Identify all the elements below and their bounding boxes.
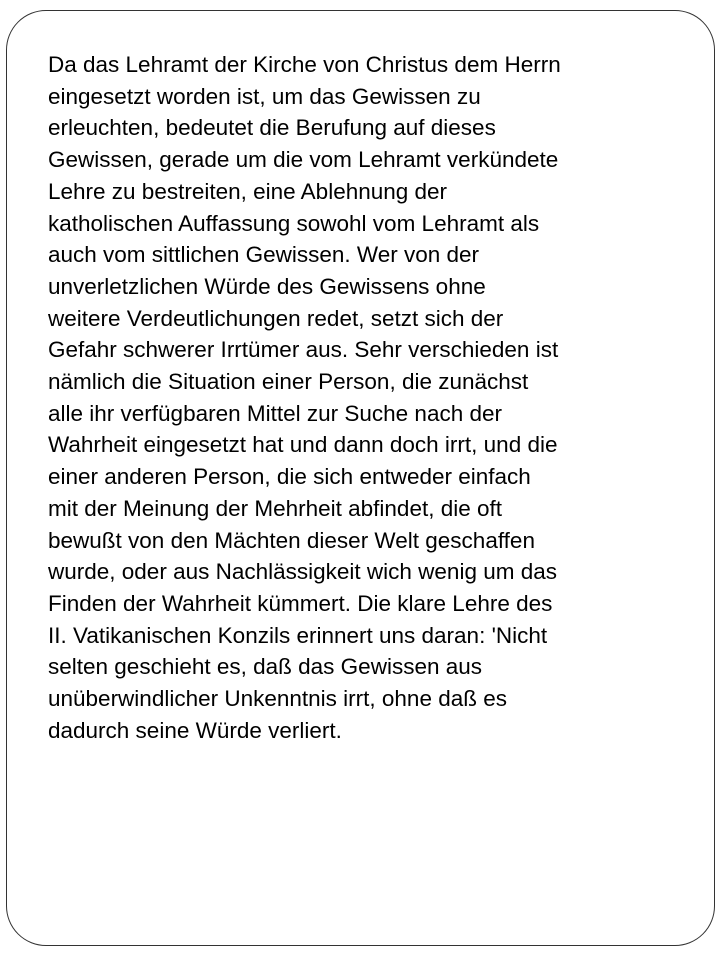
- text-line: einer anderen Person, die sich entweder einfach: [48, 464, 531, 490]
- text-line: erleuchten, bedeutet die Berufung auf dieses: [48, 115, 496, 141]
- text-line: II. Vatikanischen Konzils erinnert uns daran: 'Nicht: [48, 622, 548, 648]
- body-paragraph: [48, 49, 668, 746]
- text-line: weitere Verdeutlichungen redet, setzt sich der: [48, 305, 504, 331]
- text-line: mit der Meinung der Mehrheit abfindet, die oft: [48, 495, 502, 521]
- text-line: wurde, oder aus Nachlässigkeit wich wenig um das: [48, 559, 557, 585]
- text-line: alle ihr verfügbaren Mittel zur Suche nach der: [48, 400, 502, 426]
- text-line: katholischen Auffassung sowohl vom Lehramt als: [48, 210, 540, 236]
- text-line: unüberwindlicher Unkenntnis irrt, ohne daß es: [48, 686, 507, 712]
- text-line: Lehre zu bestreiten, eine Ablehnung der: [48, 178, 448, 204]
- text-line: Gefahr schwerer Irrtümer aus. Sehr verschieden ist: [48, 337, 559, 363]
- text-line: eingesetzt worden ist, um das Gewissen zu: [48, 83, 481, 109]
- text-line: Finden der Wahrheit kümmert. Die klare Lehre des: [48, 590, 553, 616]
- text-line: bewußt von den Mächten dieser Welt geschaffen: [48, 527, 535, 553]
- text-line: auch vom sittlichen Gewissen. Wer von der: [48, 242, 480, 268]
- text-line: selten geschieht es, daß das Gewissen aus: [48, 654, 482, 680]
- text-line: Da das Lehramt der Kirche von Christus dem Herrn: [48, 52, 561, 77]
- text-line: Wahrheit eingesetzt hat und dann doch irrt, und die: [48, 432, 558, 458]
- text-line: dadurch seine Würde verliert.: [48, 717, 342, 743]
- text-line: Gewissen, gerade um die vom Lehramt verkündete: [48, 147, 559, 173]
- text-line: unverletzlichen Würde des Gewissens ohne: [48, 273, 486, 299]
- text-line: nämlich die Situation einer Person, die zunächst: [48, 369, 529, 395]
